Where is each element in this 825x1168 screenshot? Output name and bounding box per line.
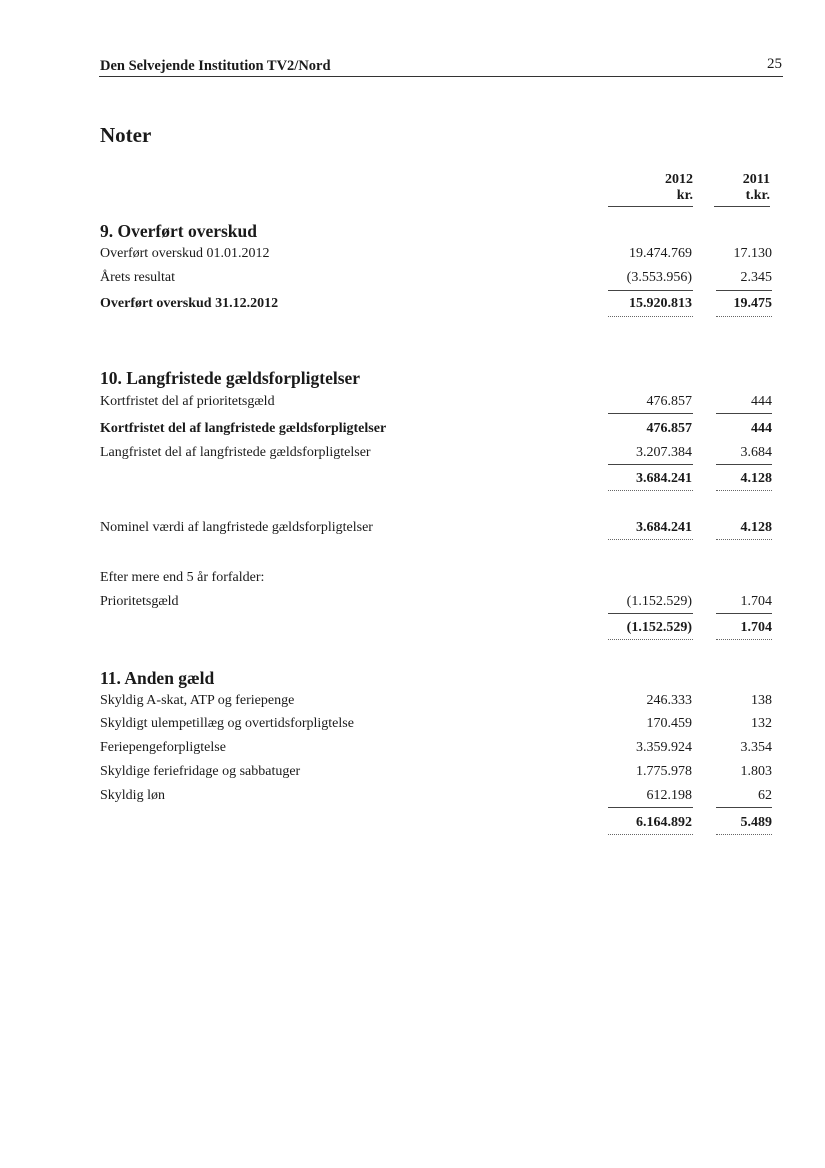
- value-2012: (1.152.529): [626, 594, 692, 609]
- value-2012: 612.198: [646, 788, 692, 803]
- column-year: 2012: [665, 172, 693, 187]
- value-2011: 132: [751, 716, 772, 731]
- row-label: Skyldige feriefridage og sabbatuger: [100, 764, 301, 779]
- column-header-2012: [600, 172, 693, 207]
- value-2011: 4.128: [740, 471, 772, 486]
- value-2012: 15.920.813: [629, 296, 692, 311]
- row-label: Feriepengeforpligtelse: [100, 740, 226, 755]
- subtotal-rule: [716, 464, 772, 465]
- page-title: Noter: [100, 123, 152, 147]
- row-label: Skyldigt ulempetillæg og overtidsforpligtelse: [100, 716, 354, 731]
- value-2011: 1.704: [740, 594, 772, 609]
- total-rule: [608, 639, 693, 640]
- section-title-note-10: 10. Langfristede gældsforpligtelser: [100, 368, 361, 388]
- total-rule: [608, 539, 693, 540]
- value-2012: (1.152.529): [626, 620, 692, 635]
- total-rule: [716, 539, 772, 540]
- total-rule: [716, 834, 772, 835]
- value-2011: 444: [751, 394, 772, 409]
- total-rule: [608, 834, 693, 835]
- subtotal-rule: [716, 613, 772, 614]
- value-2012: 3.207.384: [636, 445, 692, 460]
- table-row: [100, 594, 772, 614]
- value-2012: 3.684.241: [636, 520, 692, 535]
- subtotal-rule: [716, 807, 772, 808]
- table-row: [100, 445, 772, 465]
- subtotal-rule: [716, 290, 772, 291]
- row-label: Skyldig løn: [100, 788, 165, 803]
- total-rule: [716, 490, 772, 491]
- table-row-total: [100, 421, 772, 441]
- row-label: Skyldig A-skat, ATP og feriepenge: [100, 693, 295, 708]
- table-row: [100, 764, 772, 784]
- section-title-note-11: 11. Anden gæld: [100, 668, 215, 688]
- value-2012: 1.775.978: [636, 764, 692, 779]
- value-2012: 6.164.892: [636, 815, 692, 830]
- value-2011: 4.128: [740, 520, 772, 535]
- value-2011: 5.489: [740, 815, 772, 830]
- subtotal-rule: [716, 413, 772, 414]
- page-number: 25: [767, 56, 782, 72]
- table-row-total: [100, 620, 772, 640]
- row-label: Overført overskud 31.12.2012: [100, 296, 279, 311]
- subtotal-rule: [608, 807, 693, 808]
- subtotal-rule: [608, 290, 693, 291]
- row-label: Prioritetsgæld: [100, 594, 179, 609]
- column-year: 2011: [742, 172, 770, 187]
- value-2012: 476.857: [646, 421, 692, 436]
- total-rule: [716, 316, 772, 317]
- value-2011: 1.704: [740, 620, 772, 635]
- company-name: Den Selvejende Institution TV2/Nord: [100, 58, 331, 74]
- value-2011: 3.354: [740, 740, 772, 755]
- column-unit: kr.: [608, 188, 693, 207]
- value-2011: 17.130: [733, 246, 772, 261]
- value-2012: 476.857: [646, 394, 692, 409]
- value-2011: 3.684: [740, 445, 772, 460]
- column-header-2011: [710, 172, 770, 207]
- table-row: [100, 716, 772, 736]
- total-rule: [608, 490, 693, 491]
- table-row: [100, 740, 772, 760]
- row-label: Efter mere end 5 år forfalder:: [100, 570, 265, 585]
- value-2012: 3.684.241: [636, 471, 692, 486]
- page-header: [99, 58, 783, 77]
- row-label: Årets resultat: [100, 270, 176, 285]
- value-2012: 246.333: [646, 693, 692, 708]
- row-label: Langfristet del af langfristede gældsforpligtelser: [100, 445, 371, 460]
- table-row: [100, 270, 772, 290]
- table-row: [100, 394, 772, 414]
- value-2012: 170.459: [646, 716, 692, 731]
- value-2011: 444: [751, 421, 772, 436]
- value-2011: 19.475: [733, 296, 772, 311]
- subtotal-rule: [608, 613, 693, 614]
- subtotal-rule: [608, 413, 693, 414]
- row-label: Kortfristet del af langfristede gældsforpligtelser: [100, 421, 387, 436]
- row-label: Kortfristet del af prioritetsgæld: [100, 394, 275, 409]
- value-2011: 2.345: [740, 270, 772, 285]
- value-2012: 3.359.924: [636, 740, 692, 755]
- value-2011: 1.803: [740, 764, 772, 779]
- section-title-note-9: 9. Overført overskud: [100, 221, 257, 241]
- value-2011: 62: [758, 788, 772, 803]
- total-rule: [716, 639, 772, 640]
- table-row: [100, 788, 772, 808]
- total-rule: [608, 316, 693, 317]
- table-row-total: [100, 296, 772, 316]
- table-row: [100, 520, 772, 540]
- table-row: [100, 570, 772, 590]
- subtotal-rule: [608, 464, 693, 465]
- value-2012: 19.474.769: [629, 246, 692, 261]
- row-label: Overført overskud 01.01.2012: [100, 246, 270, 261]
- value-2011: 138: [751, 693, 772, 708]
- table-row: [100, 693, 772, 713]
- row-label: Nominel værdi af langfristede gældsforpligtelser: [100, 520, 373, 535]
- column-unit: t.kr.: [714, 188, 770, 207]
- table-row: [100, 246, 772, 266]
- table-row-total: [100, 815, 772, 835]
- table-row-total: [100, 471, 772, 491]
- value-2012: (3.553.956): [626, 270, 692, 285]
